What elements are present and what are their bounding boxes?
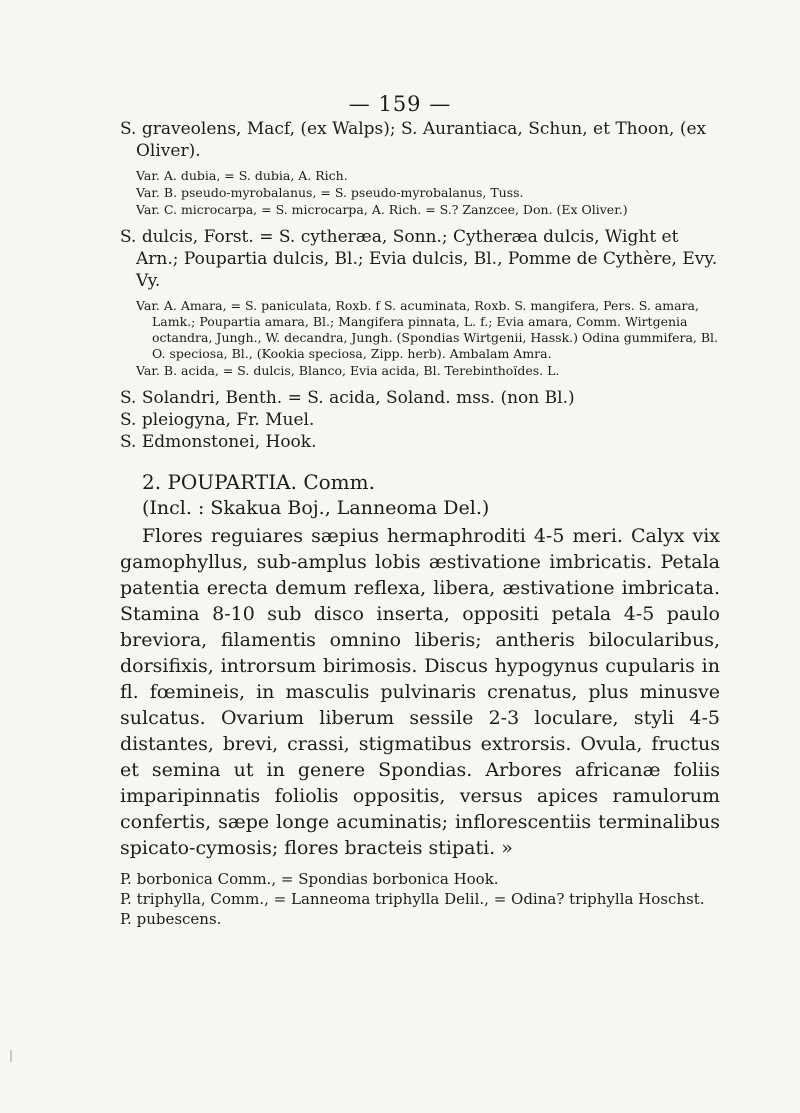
entry-edmonstonei: S. Edmonstonei, Hook. bbox=[120, 432, 317, 452]
genus-heading: 2. POUPARTIA. Comm. bbox=[142, 470, 375, 494]
variety-item: Var. B. acida, = S. dulcis, Blanco, Evia acida, Bl. Terebinthoïdes. L. bbox=[136, 363, 560, 378]
species-item: P. pubescens. bbox=[120, 910, 222, 928]
genus-inclusion: (Incl. : Skakua Boj., Lanneoma Del.) bbox=[142, 497, 490, 519]
page-body bbox=[120, 118, 720, 929]
entry-pleiogyna: S. pleiogyna, Fr. Muel. bbox=[120, 410, 315, 430]
varieties-dulcis bbox=[120, 298, 720, 379]
genus-description: Flores reguiares sæpius hermaphroditi 4-5 meri. Calyx vix gamophyllus, sub-amplus lobis æstivatione imbricatis. Petala patentia erecta demum reflexa, libera, æstivatione imbricata. Stamina 8-10 sub disco inserta, oppositi petala 4-5 paulo breviora, filamentis omnino liberis; antheris bilocularibus, dorsifixis, introrsum birimosis. Discus hypogynus cupularis in fl. fœmineis, in masculis pulvinaris crenatus, plus minusve sulcatus. Ovarium liberum sessile 2-3 loculare, styli 4-5 distantes, brevi, crassi, stigmatibus extrorsis. Ovula, fructus et semina ut in genere Spondias. Arbores africanæ foliis imparipinnatis foliolis oppositis, versus apices ramulorum confertis, sæpe longe acuminatis; inflorescentiis terminalibus spicato-cymosis; flores bracteis stipati. » bbox=[120, 525, 720, 859]
entry-solandri: S. Solandri, Benth. = S. acida, Soland. mss. (non Bl.) bbox=[120, 388, 575, 408]
variety-item: Var. A. Amara, = S. paniculata, Roxb. f S. acuminata, Roxb. S. mangifera, Pers. S. amara, Lamk.; Poupartia amara, Bl.; Mangifera pinnata, L. f.; Evia amara, Comm. Wirtgenia octandra, Jungh., W. decandra, Jungh. (Spondias Wirtgenii, Hassk.) Odina gummifera, Bl. O. speciosa, Bl., (Kookia speciosa, Zipp. herb). Ambalam Amra. bbox=[136, 298, 719, 361]
varieties-graveolens bbox=[120, 168, 720, 218]
entry-graveolens: S. graveolens, Macf, (ex Walps); S. Aurantiaca, Schun, et Thoon, (ex Oliver). bbox=[120, 119, 707, 161]
entry-dulcis: S. dulcis, Forst. = S. cytheræa, Sonn.; Cytheræa dulcis, Wight et Arn.; Poupartia dulcis, Bl.; Evia dulcis, Bl., Pomme de Cythère, Evy. Vy. bbox=[120, 227, 718, 291]
species-item: P. borbonica Comm., = Spondias borbonica Hook. bbox=[120, 870, 499, 888]
species-item: P. triphylla, Comm., = Lanneoma triphylla Delil., = Odina? triphylla Hoschst. bbox=[120, 890, 705, 908]
page-number: — 159 — bbox=[348, 92, 452, 116]
variety-item: Var. C. microcarpa, = S. microcarpa, A. Rich. = S.? Zanzcee, Don. (Ex Oliver.) bbox=[136, 202, 628, 217]
variety-item: Var. B. pseudo-myrobalanus, = S. pseudo-myrobalanus, Tuss. bbox=[136, 185, 524, 200]
page-mark bbox=[10, 1050, 12, 1062]
variety-item: Var. A. dubia, = S. dubia, A. Rich. bbox=[136, 168, 348, 183]
